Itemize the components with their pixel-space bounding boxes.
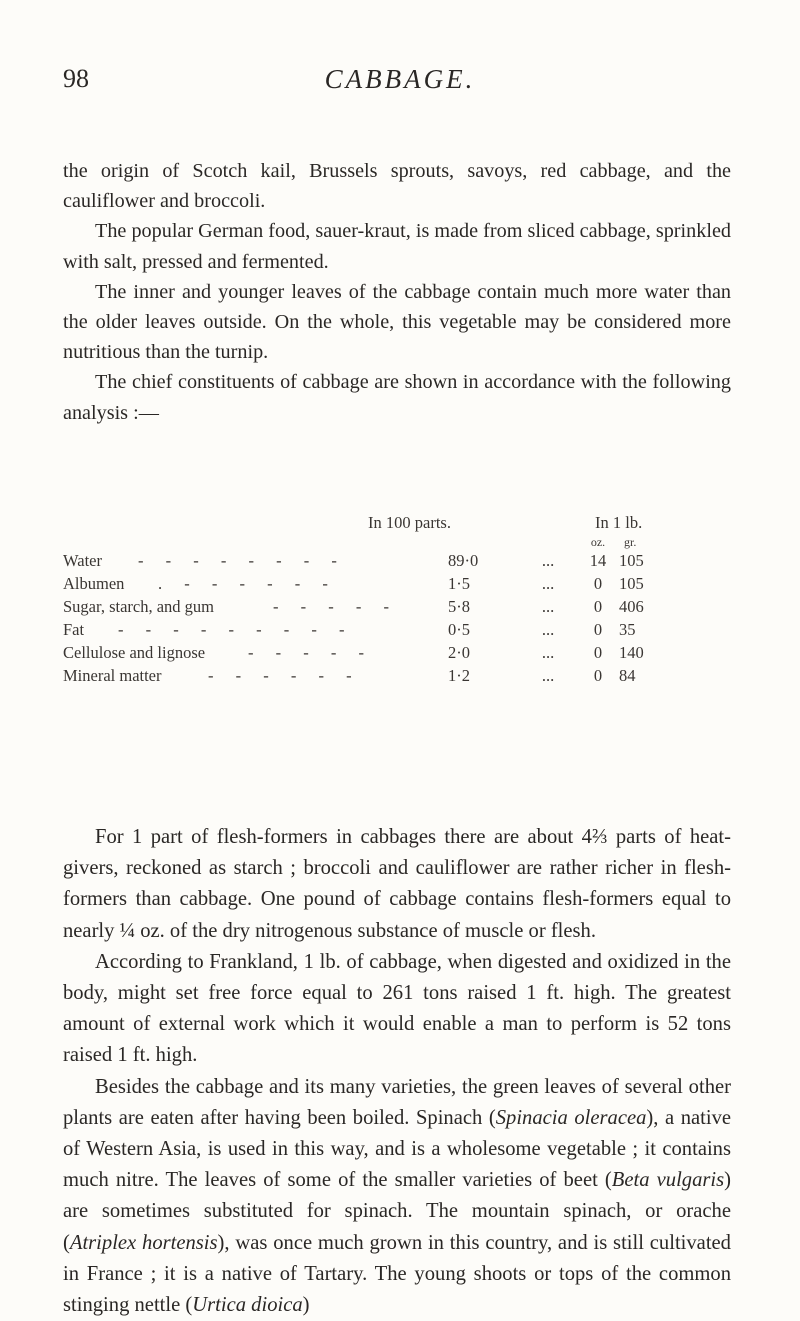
value-gr: 35: [619, 620, 636, 639]
leader-dots: ...: [541, 597, 555, 616]
leader-dashes: - - - - -: [248, 643, 373, 662]
latin-name: Beta vulgaris: [611, 1169, 725, 1192]
value-oz: 0: [593, 597, 603, 616]
bottom-text: [63, 822, 731, 1321]
text-run: ), was once much grown in this country, and is still cultivated in France ; it is a native of Tartary. The young shoots or tops of the common stinging nettle (: [63, 1231, 731, 1317]
top-text: [63, 156, 731, 428]
paragraph: According to Frankland, 1 lb. of cabbage, when digested and oxidized in the body, might set free force equal to 261 tons raised 1 ft. high. The greatest amount of external work which it would enable a man to perform is 52 tons raised 1 ft. high.: [63, 950, 731, 1067]
table-row: [63, 597, 731, 620]
table-header: [63, 513, 731, 535]
leader-dashes: . - - - - - -: [158, 574, 337, 593]
paragraph: The chief constituents of cabbage are shown in accordance with the following analysis :—: [63, 371, 731, 424]
row-label: Albumen: [63, 574, 125, 593]
unit-gr: gr.: [624, 535, 637, 549]
leader-dots: ...: [541, 666, 555, 685]
value-gr: 84: [619, 666, 636, 685]
value-100-parts: 1·2: [448, 666, 470, 685]
table-body: [63, 551, 731, 689]
row-label: Mineral matter: [63, 666, 162, 685]
value-oz: 0: [593, 643, 603, 662]
value-gr: 140: [619, 643, 644, 662]
analysis-table: [63, 513, 731, 689]
page-number: 98: [63, 64, 89, 93]
text-run: ), a native of Western Asia, is used in this way, and is a wholesome vegetable ; it contains much nitre. The leaves of some of the smaller varieties of beet (: [63, 1106, 732, 1192]
paragraph: For 1 part of flesh-formers in cabbages there are about 4⅔ parts of heat-givers, reckoned as starch ; broccoli and cauliflower are rather richer in flesh-formers than cabbage. One pound of cabbage contains flesh-formers equal to nearly ¼ oz. of the dry nitrogenous substance of muscle or flesh.: [63, 826, 731, 942]
leader-dots: ...: [541, 643, 555, 662]
row-label: Water: [63, 551, 102, 570]
leader-dots: ...: [541, 620, 555, 639]
text-run: ) are sometimes substituted for spinach. The mountain spinach, or orache (: [63, 1169, 732, 1254]
value-gr: 105: [619, 574, 644, 593]
latin-name: Atriplex hortensis: [69, 1231, 218, 1254]
leader-dashes: - - - - - -: [208, 666, 361, 685]
table-row: [63, 551, 731, 574]
row-label: Sugar, starch, and gum: [63, 597, 215, 616]
leader-dashes: - - - - - - - -: [138, 551, 346, 570]
leader-dots: ...: [541, 574, 555, 593]
value-100-parts: 0·5: [448, 620, 470, 639]
col-header-1-lb: In 1 lb.: [595, 513, 643, 532]
value-oz: 14: [589, 551, 607, 570]
value-100-parts: 5·8: [448, 597, 470, 616]
leader-dashes: - - - - - - - - -: [118, 620, 354, 639]
leader-dashes: - - - - -: [273, 597, 398, 616]
unit-row: [63, 535, 731, 551]
latin-name: Spinacia oleracea: [495, 1106, 647, 1129]
text-run: ): [302, 1294, 310, 1317]
latin-name: Urtica dioica: [192, 1294, 303, 1317]
row-label: Fat: [63, 620, 85, 639]
leader-dots: ...: [541, 551, 555, 570]
running-title: CABBAGE.: [324, 64, 476, 94]
table-row: [63, 666, 731, 689]
value-oz: 0: [593, 620, 603, 639]
table-row: [63, 643, 731, 666]
paragraph: The inner and younger leaves of the cabbage contain much more water than the older leaves outside. On the whole, this vegetable may be considered more nutritious than the turnip.: [63, 280, 731, 364]
page-header: [0, 64, 800, 114]
value-oz: 0: [593, 666, 603, 685]
col-header-100-parts: In 100 parts.: [368, 513, 451, 532]
row-label: Cellulose and lignose: [63, 643, 206, 662]
unit-oz: oz.: [590, 535, 606, 549]
paragraph: [63, 1072, 731, 1321]
paragraph: The popular German food, sauer-kraut, is made from sliced cabbage, sprinkled with salt, pressed and fermented.: [63, 220, 731, 273]
table-row: [63, 620, 731, 643]
value-100-parts: 89·0: [448, 551, 479, 570]
value-oz: 0: [593, 574, 603, 593]
value-100-parts: 1·5: [448, 574, 470, 593]
table-row: [63, 574, 731, 597]
paragraph: the origin of Scotch kail, Brussels sprouts, savoys, red cabbage, and the cauliflower and broccoli.: [63, 160, 731, 213]
value-gr: 406: [619, 597, 644, 616]
value-gr: 105: [619, 551, 644, 570]
text-run: Besides the cabbage and its many varieties, the green leaves of several other plants are eaten after having been boiled. Spinach (: [63, 1075, 731, 1129]
value-100-parts: 2·0: [448, 643, 470, 662]
